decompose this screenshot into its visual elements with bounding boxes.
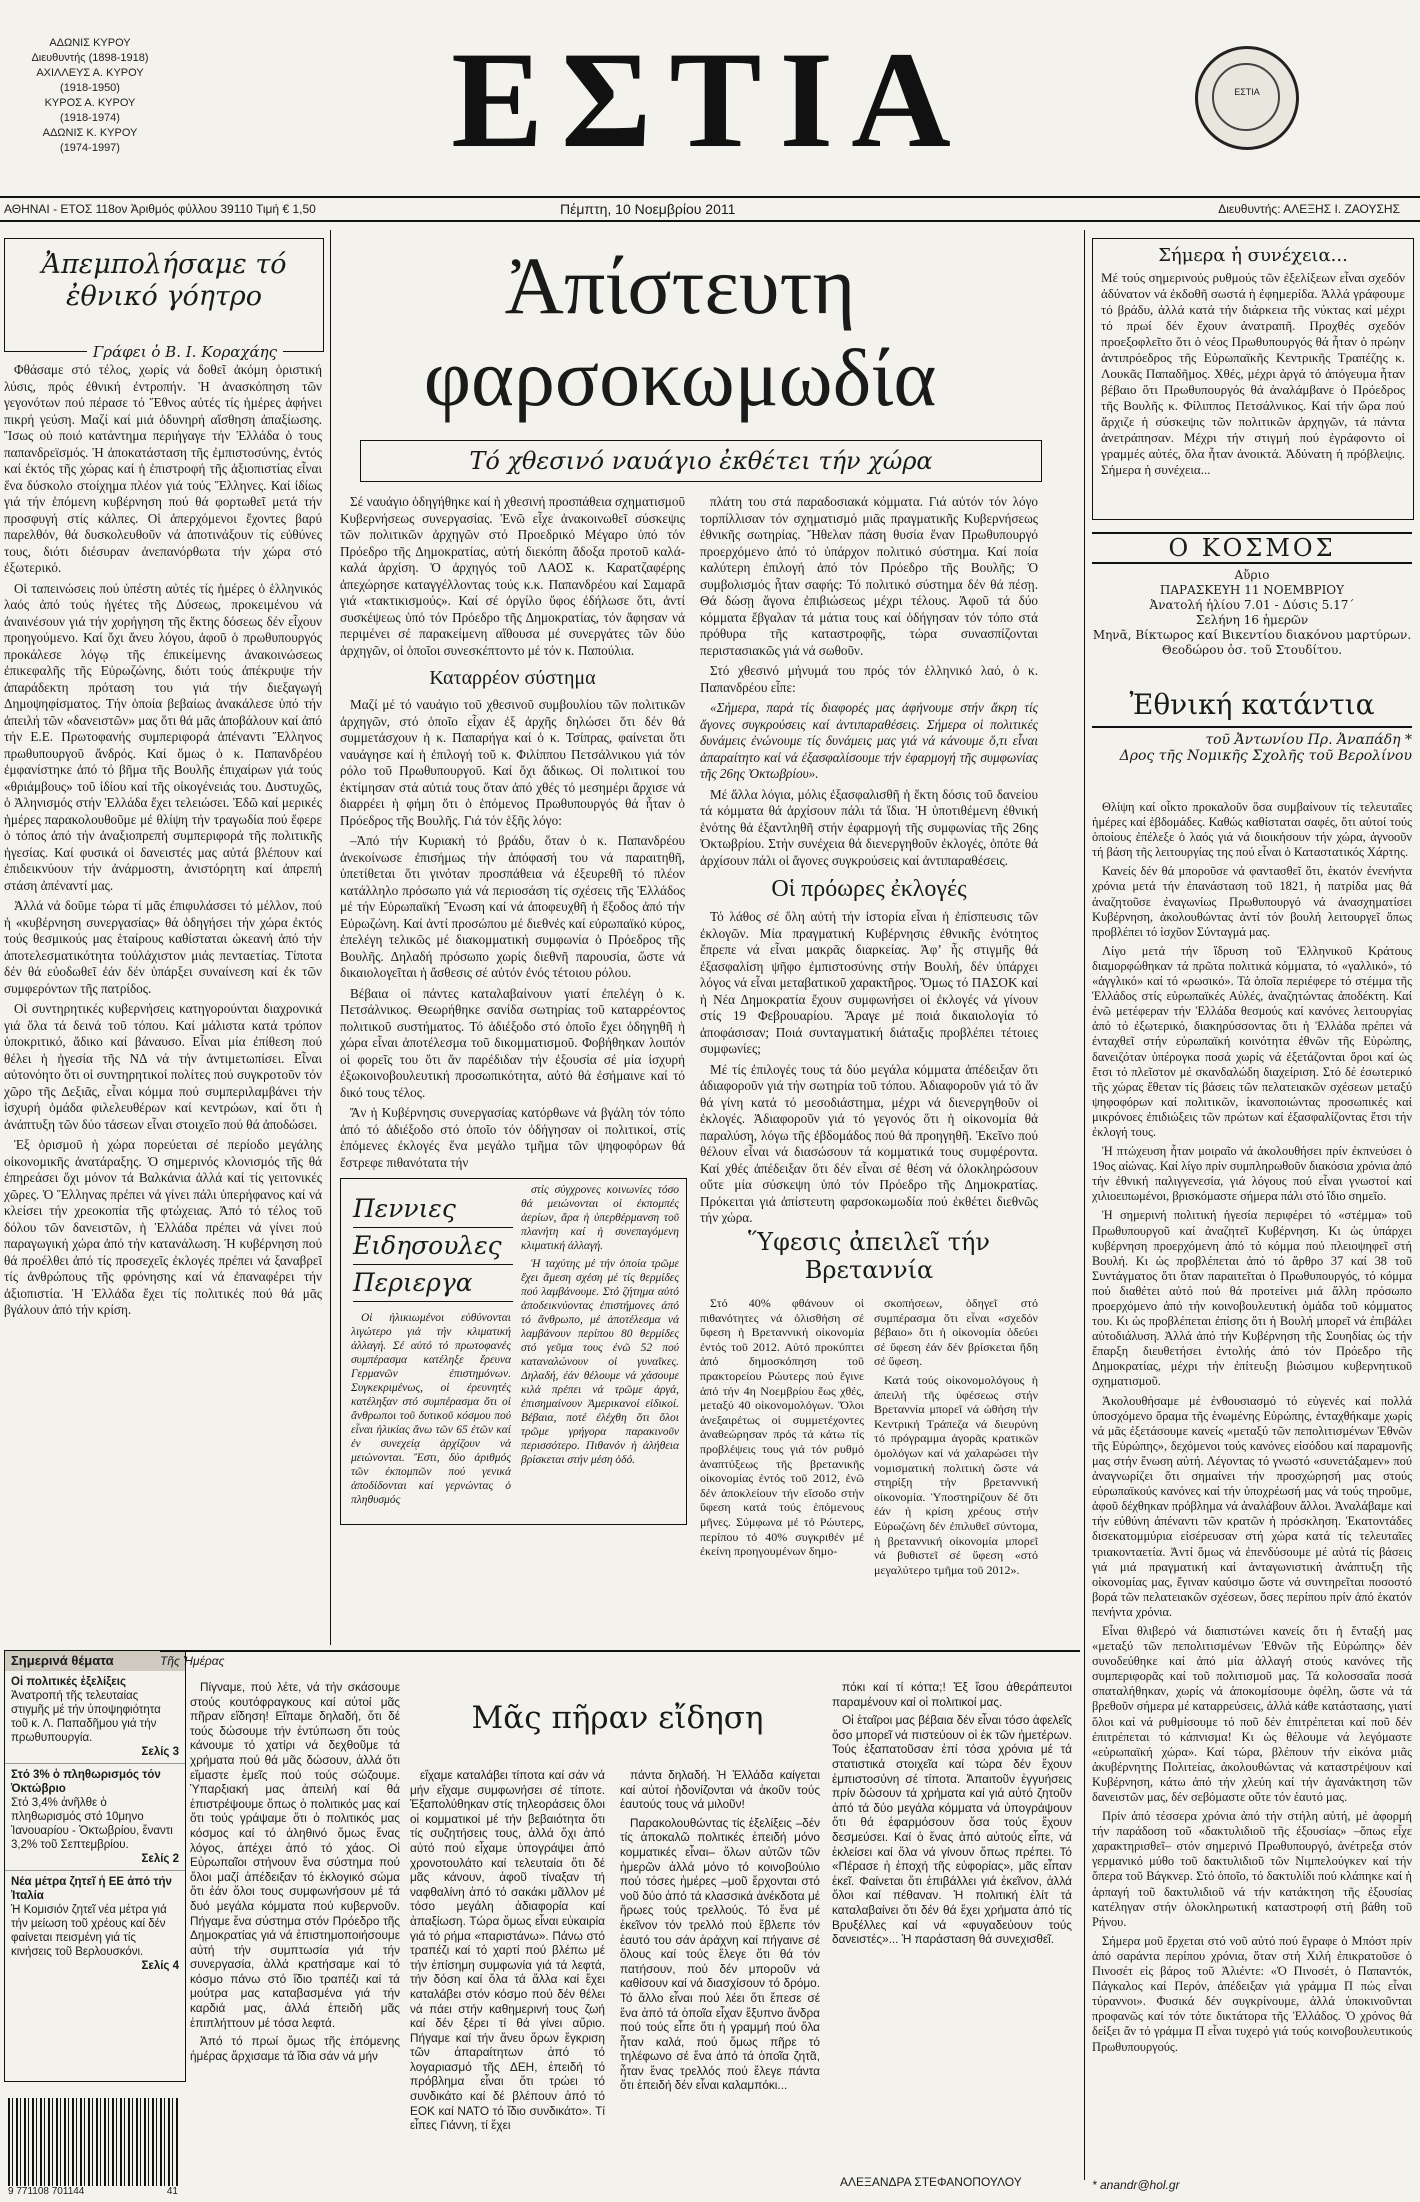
seal-logo-icon: ΕΣΤΙΑ <box>1195 46 1299 150</box>
hmeras-column-3 <box>620 1768 820 2176</box>
almanac-line: Αὔριο <box>1234 568 1270 582</box>
opinion-title: Ἐθνική κατάντια <box>1092 688 1412 728</box>
topic-text: Στό 3,4% ἀνῆλθε ὁ πληθωρισμός στό 10μηνο Ἰανουαρίου - Ὀκτωβρίου, ἔναντι 3,2% τοῦ Σεπτεμβρίου. <box>11 1797 173 1851</box>
founder-years: Διευθυντής (1898-1918) <box>31 52 149 64</box>
founders-list <box>20 36 160 156</box>
left-article-body <box>4 362 322 1647</box>
paragraph: Ἀλλά νά δοῦμε τώρα τί μᾶς ἐπιφυλάσσει τό μέλλον, πού ἡ «κυβέρνηση συνεργασίας» θά ὁδηγήσει τήν χώρα ἐκτός τούς θεσμικούς μας ἑταίρους καθίσταται ὠκεανή ἀπό τήν ἀποτελεσματικότητα τούλάχιστον μιάς πενταετίας. Τίποτα δέν θά εὐοδωθεῖ ἐάν δέν ὑπάρξει συναίνεση καί ἐκ τῶν συμφερόντων τῆς πατρίδος. <box>4 898 322 996</box>
curious-news-box <box>340 1178 687 1525</box>
section-heading: Καταρρέον σύστημα <box>429 667 596 689</box>
main-headline <box>330 240 1030 424</box>
topic-page: Σελίς 4 <box>141 1960 179 1972</box>
barcode-number <box>8 2186 178 2197</box>
headline-line: Ἀπίστευτη <box>504 240 856 331</box>
topic-title: Στό 3% ὁ πληθωρισμός τόν Ὀκτώβριο <box>11 1769 161 1795</box>
founder-name: ΑΧΙΛΛΕΥΣ Α. ΚΥΡΟΥ <box>36 67 144 79</box>
topic-item[interactable] <box>5 1671 185 1764</box>
paragraph: Οἱ συντηρητικές κυβερνήσεις κατηγορούνται διαχρονικά γιά ὅλα τά δεινά τοῦ τόπου. Καί μάλιστα κατά τρόπον ὑποκριτικό, ἄδικο καί βάναυσο. Εἶναι μία ἐπίθεση πού θέλει ἡ ἡγεσία τῆς ΝΔ νά τήν ἀντιμετωπίσει. Εἶναι αὐτονόητο ὅτι οἱ συντηρητικοί πολίτες πού συγκροτοῦν τόν χῶρο τῆς Δεξιᾶς, εἶναι κόμμα πού συμπεριλαμβάνει τήν ἰσχυρή ὁμάδα φιλελευθέρων καί κεντρώων, καί ὅτι ἡ ἀνάπτυξη τῶν δύο τάσεων εἶναι στοιχεῖο πού θά ἀποδώσει. <box>4 1001 322 1132</box>
topic-page: Σελίς 2 <box>141 1853 179 1865</box>
paragraph: Εἶναι θλιβερό νά διαπιστώνει κανείς ὅτι ἡ ἔνταξή μας «μεταξύ τῶν πεπολιτισμένων Ἐθνῶν τῆς Εὐρώπης» δέν συνοδεύθηκε καί ἀπό μία ἀλλαγή στούς κανόνες τῆς συμπεριφορᾶς καί τοῦ πολιτισμοῦ μας. Τά κολοσσαῖα ποσά σπαταλήθηκαν, χωρίς νά ἀποκομίσουμε ὀφέλη, ὥστε νά τά βρεθοῦν σήμερα μέ καταρρεύσεις, ἀλλά κάθε κατάστασης, γιατί ὅλοι καί νά ρυθμίσουμε τό ποῦ δέν ἐπιτρέπεται καί ποῦ δέν ἐπιτρέπεται τό κάπνισμα! Κι ὡς θέλουμε νά λεγόμαστε «εὐρωπαϊκή χώρα». Καί τώρα, βλέπουν τήν εἰκόνα μιᾶς ἀκυβέρνητης Πολιτείας, ἀκολουθώντας νά καταστρέψουν καί Κυβέρνηση, κάτω ἀπό τήν χλεύη καί τήν ἀγανάκτηση τῶν δανειστῶν μας, δέν σεβόμαστε οὔτε τόν ἑαυτό μας. <box>1092 1623 1412 1804</box>
almanac-title: Ο ΚΟΣΜΟΣ <box>1092 532 1412 564</box>
paragraph: εἴχαμε καταλάβει τίποτα καί σάν νά μήν εἴχαμε συμφωνήσει σέ τίποτε. Ἐξαπολύθηκαν στίς τηλεοράσεις ὅλοι οἱ κομματικοί μέ τήν βεβαιότητα ὅτι τίς συζητήσεις τους, ἀλλά ὄχι ἀπό αὐτό πού εἶχαμε ὑπογράψει ἀπό χρονοτουλάτο καί τελευταία ὅτι δέ μᾶς κάνουν, ἀφοῦ τίναξαν τή ναφθαλίνη ἀπό τό σακάκι μᾶλλον μέ τόσο μεγάλη ἀδιαφορία καί ἀπαξίωση. Τώρα ὅμως εἶναι εὐκαιρία γιά τό ρήμα «παριστάνω». Πάνω στό τραπέζι καί τό χαρτί πού βλέπω μέ τήν ἐπίσημη συμφωνία γιά τά λεφτά, τήν δόση καί ὅλα τά ἄλλα καί ἔχει καταλάβει στόν κόσμο πού δέν θέλει νά πάει στήν καθημερινή τους ζωή καί δέν ξέρει τί θά γίνει αὔριο. Πήγαμε καί τήν ἄνευ ὅρων ἔγκριση τῶν ἀπαραίτητων ἀπό τό λογαριασμό τῆς ΔΕΗ, ἐπειδή τό πρόβλημα εἶναι ὅτι τρώει τό συνδικάτο καί δέ βλέπουν ἀπό τό ΕΟΚ καί ΝΑΤΟ τό ἴδιο συνδικάτο». Τί εἶπες Γιάννη, τί ἔχει <box>410 1768 605 2133</box>
issue-number: ΑΘΗΝΑΙ - ΕΤΟΣ 118ον Ἀριθμός φύλλου 39110 Τιμή € 1,50 <box>4 202 316 216</box>
today-box <box>1092 238 1414 520</box>
paragraph: Τό λάθος σέ ὅλη αὐτή τήν ἱστορία εἶναι ἡ ἐπίσπευσις τῶν ἐκλογῶν. Μία πραγματική Κυβέρνησις ἐθνικῆς ἑνότητος ἔπρεπε νά εἶναι μακρᾶς διαρκείας. Ἀφ’ ἧς στιγμῆς θά ἐξασφαλίση ψῆφο ἐμπιστοσύνης στήν Βουλή, δέν ὑπάρχει λόγος νά εἶναι μεταβατικοῦ χαρακτῆρος. Ὅμως τό ΠΑΣΟΚ καί ἡ Νέα Δημοκρατία ἔχουν συμφωνήσει οἱ ἐκλογές νά γίνουν στίς 19 Φεβρουαρίου. Ἄραγε μέ ποιά δικαιολογία τό ἀποφάσισαν; Ποιά συνταγματική διάταξις προβλέπει τέτοιες συμφωνίες; <box>700 909 1038 1056</box>
paragraph: Οἱ ἑταῖροι μας βέβαια δέν εἶναι τόσο ἀφελεῖς ὅσο μπορεῖ νά πιστεύουν οἱ ἐκ τῶν ἡμετέρων. Τούς ἐξαπατοῦσαν ἐπί τόσα χρόνια μέ τά στατιστικά στοιχεῖα καί τώρα δέν ἔχουν ἐμπιστοσύνη σέ τίποτα. Ἀπαιτοῦν ἐγγυήσεις πρίν δώσουν τά χρήματα καί γιά αὐτό ζητοῦν ἀπό τά δύο μεγάλα κόμματα νά ὑπογράψουν ὅτι θά ἐφαρμόσουν ὅσα τούς ἔχουν δεσμεύσει. Καί ὁ ἕνας ἀπό αὐτούς εἶπε, νά ἐκλείσει καί ὅλα νά γίνουν ὅπως πρέπει. Τό «Πέρασε ἡ ἐποχή τῆς εὐφορίας», μᾶς εἶπαν ἐκεῖ. Φαίνεται ὅτι ἐπιβάλλει γιά ἐκεῖνον, ἀλλά ὅλοι καί πέθαναν. Ἡ πολιτική ἐλίτ τά καταλαβαίνει ὅτι δέν θά ἔχει χρήματα ἀπό τίς Βρυξέλλες καί νά «φυγαδεύουν τούς δανειστές»... Ἡ παράσταση θά συνεχισθεῖ. <box>832 1713 1072 1947</box>
today-title: Σήμερα ἡ συνέχεια... <box>1158 245 1348 266</box>
paragraph: Μέ ἄλλα λόγια, μόλις ἐξασφαλισθῆ ἡ ἕκτη δόσις τοῦ δανείου τά κόμματα θά ἀρχίσουν πάλι τά ἴδια. Ἡ ὑποτιθέμενη ἐθνική ἑνότης θά ἐξαντληθῆ στήν ἐφαρμογή τῆς συμφωνίας τῆς 26ης Ὀκτωβρίου. Στήν συνέχεια θά διενεργηθοῦν ἐκλογές, ὁπότε θά ἀρχίσουν πάλι οἱ ἄγονες συγκρούσεις καί ἀντιπαραθέσεις. <box>700 786 1038 868</box>
issue-date: Πέμπτη, 10 Νοεμβρίου 2011 <box>560 201 736 217</box>
paragraph: Ἐξ ὁρισμοῦ ἡ χώρα πορεύεται σέ περίοδο μεγάλης οἰκονομικῆς ἀνατάραξης. Ὁ σημερινός κλονισμός τῆς θά ἐπηρεάσει ὄχι μόνον τά Βαλκάνια ἀλλά καί τίς γειτονικές χῶρες. Ὁ Ἕλληνας πρέπει νά γίνει πάλι ὑπερήφανος καί νά κλείσει τήν χρεοκοπία τῆς φτώχειας. Ἀπό τό τέλος τοῦ δόλου τῶν δανειστῶν, ἡ Ἑλλάδα πρέπει νά γίνει πού παραγωγική χώρα ἀπό τήν κατανάλωση. Ἡ κυβέρνηση πού θά προέλθει ἀπό τίς προσεχεῖς ἐκλογές πρέπει νά ξαναβρεῖ τίς ἀνθρώπους τῆς φρόνησης καί νά ἐπαναφέρει τήν ἀξιοπιστία. Ἡ Ἑλλάδα ἔχει τίς πολιτικές πού θά μᾶς βγάλουν ἀπό τήν κρίση. <box>4 1137 322 1317</box>
todays-topics-box <box>4 1650 186 2082</box>
logo-line: Πεννιες <box>353 1191 513 1228</box>
founder-years: (1918-1950) <box>60 82 120 94</box>
britain-column-2 <box>874 1296 1038 1641</box>
paragraph: Βέβαια οἱ πάντες καταλαβαίνουν γιατί ἐπελέγη ὁ κ. Πετσάλνικος. Θεωρήθηκε σανίδα σωτηρίας τοῦ καταρρέοντος πολιτικοῦ συστήματος. Τό ἀδιέξοδο στό ὁποῖο ἔχει ὁδηγηθῆ ἡ χώρα εἶναι ἀποτέλεσμα τοῦ δικομματισμοῦ. Φοβήθηκαν λοιπόν οἱ φορεῖς του ὅτι ἄν παρέδιδαν τήν ἐξουσία σέ μία ἰσχυρή ἐξωκοινοβουλευτική προσωπικότητα, αὐτό θά ἐσήμαινε καί τό δικό τους τέλος. <box>340 985 685 1100</box>
founder-name: ΑΔΩΝΙΣ ΚΥΡΟΥ <box>49 37 131 49</box>
paragraph: Ἡ πτώχευση ἦταν μοιραῖο νά ἀκολουθήσει πρίν ἐκπνεύσει ὁ 19ος αἰώνας. Καί λίγο πρίν συμπληρωθοῦν διακόσια χρόνια ἀπό τήν ἐθνική παλιγγενεσία, γιά λόγους πού εἶναι γνωστοί καί χιλιοειπωμένοι, βρισκόμαστε σήμερα πάλι στό ἴδιο σημεῖο. <box>1092 1144 1412 1204</box>
paragraph: Ἡ ταχύτης μέ τήν ὁποία τρῶμε ἔχει ἄμεση σχέση μέ τίς θερμίδες πού λαμβάνουμε. Στό ζήτημα αὐτό ἀποδεικνύοντας ἐπιστήμονες ἀπό τό ἄνθρωπο, μέ ἀποτέλεσμα νά λαμβάνουν περίπου 80 θερμίδες στό γεῦμα τους ἐνῶ 52 πού καταναλώνουν οἱ γυναῖκες. Δηλαδή, ἐάν θέλουμε νά χάσουμε κιλά πρέπει νά τρῶμε ἀργά, ἐπισημαίνουν Ἀμερικανοί εἰδικοί. Βέβαια, ποτέ ἐλέχθη ὅτι ὅλοι τρῶμε γρήγορα παρακινοῦν περισσότερο. Πιθανόν ἡ ἀλήθεια βρίσκεται στήν μέση ὁδό. <box>521 1258 679 1466</box>
hmeras-column-2 <box>410 1768 605 2176</box>
curious-news-item <box>521 1183 679 1518</box>
almanac-line: Θεοδώρου ὁσ. τοῦ Στουδίτου. <box>1161 643 1343 657</box>
paragraph: Σήμερα μοῦ ἔρχεται στό νοῦ αὐτό πού ἔγραφε ὁ Μπόστ πρίν ἀπό σαράντα περίπου χρόνια, ὅταν στή Χιλή ἐπικρατοῦσε ὁ Πινοσέτ εἰς βάρος τοῦ Ἀλιέντε: «Ὁ Πινοσέτ, ὁ Παπαντόκ, Πάγκαλος καί Περόν, ἀπέδειξαν γιά γράμμα Π πώς εἶναι τύραννοι». Φυσικά δέν συγκρίνουμε, ἀλλά ὑποκινοῦνται προφανῶς καί τόν τότε δικτάτορα τῆς Ἑλλάδος. Ὁ χρόνος θά δείξει ἄν τό γράμμα Π εἶναι τυχερό γιά τούς κοινοβουλευτικούς Πρωθυπουργούς. <box>1092 1933 1412 2054</box>
author-signature: ΑΛΕΞΑΝΔΡΑ ΣΤΕΦΑΝΟΠΟΥΛΟΥ <box>840 2175 1022 2189</box>
author-email: * anandr@hol.gr <box>1092 2178 1180 2192</box>
topic-title: Νέα μέτρα ζητεῖ ἡ ΕΕ ἀπό τήν Ἰταλία <box>11 1876 172 1902</box>
topic-text: Ἀνατροπή τῆς τελευταίας στιγμῆς μέ τήν ὑποψηφιότητα τοῦ κ. Λ. Παπαδῆμου γιά τήν πρωθυπουργία. <box>11 1690 161 1744</box>
founder-years: (1974-1997) <box>60 142 120 154</box>
paragraph: –Ἀπό τήν Κυριακή τό βράδυ, ὅταν ὁ κ. Παπανδρέου ἀνεκοίνωσε ἐπισήμως τήν ἀπόφασή του νά παραιτηθῆ, ὑπετίθεται ὅτι γινόταν προσπάθεια νά ἐξευρεθῆ τό πλέον κατάλληλο πρόσωπο γιά νά περιοσάση τίς σχέσεις τῆς Ἑλλάδος μέ τήν Εὐρωπαϊκή Ἕνωση καί νά ἀποφευχθῆ ἡ ἔξοδος ἀπό τήν Εὐρωζώνη. Καί ἀντί προσώπου μέ διεθνές καί εὐρωπαϊκό κύρος, ἐπελέγη τελικῶς μέ διακομματική συμφωνία ὁ Πρόεδρος τῆς Βουλῆς. Δηλαδή πρόσωπο χωρίς διεθνῆ παρουσία, ὥστε νά δικαιολογεῖται ἡ ἄσθεσις σέ αὐτόν ἐνός τέτοιου ρόλου. <box>340 833 685 980</box>
paragraph: σκοπήσεων, ὁδηγεῖ στό συμπέρασμα ὅτι εἶναι «σχεδόν βέβαιο» ὅτι ἡ οἰκονομία ὁδεύει σέ ὕφεση ἐάν δέν βρίσκεται ἤδη σέ ὕφεση. <box>874 1296 1038 1369</box>
topic-page: Σελίς 3 <box>141 1746 179 1758</box>
paragraph: Ἄν ἡ Κυβέρνησις συνεργασίας κατόρθωνε νά βγάλη τόν τόπο ἀπό τό ἀδιέξοδο στό ὁποῖο τόν ὁδήγησαν οἱ πολιτικοί, στίς ἑπόμενες ἐκλογές ἕνα μεγάλο τμῆμα τῶν ψηφοφόρων θά ἔστρεφε πιθανότατα τήν <box>340 1105 685 1170</box>
hmeras-column-1 <box>190 1680 400 2175</box>
topic-item[interactable] <box>5 1871 185 1977</box>
paragraph: Πρίν ἀπό τέσσερα χρόνια ἀπό τήν στήλη αὐτή, μέ ἀφορμή τήν παράδοση τοῦ «δακτυλιδιοῦ τῆς ἐξουσίας» –ὅπως εἶχε χαρακτηρισθεῖ– στόν σημερινό Πρωθυπουργό, ἀνέτρεξα στόν γερμανικό μύθο τοῦ δακτυλιδιοῦ τῶν Νιμπελούγκεν καί τήν ὄπερα τοῦ Βάγκνερ. Στό ὁποῖο, τό δακτυλίδι πού κλάπηκε καί ἡ ἁρπαγή τοῦ δακτυλιδιοῦ νά τήν κατάκτηση τῆς ἐξουσίας κατέληγαν στήν ὁλοκληρωτική καταστροφή στή βάθη τοῦ Ρήνου. <box>1092 1809 1412 1929</box>
topic-item[interactable] <box>5 1764 185 1871</box>
opinion-author-credentials: Δρος τῆς Νομικῆς Σχολῆς τοῦ Βερολίνου <box>1119 748 1412 764</box>
paragraph: Φθάσαμε στό τέλος, χωρίς νά δοθεῖ ἀκόμη ὁριστική λύσις, πρός ἐθνική ἐντροπήν. Ἡ ἀνασκόπηση τῶν γεγονότων πού πέρασε τό Ἔθνος αὐτές τίς ἡμέρες ἀφήνει πικρή γεύση. Μαζί καί μιά ὀδυνηρή αἴσθηση ἀπαξίωσης. Ἴσως οὐ ποιό κατάντημα περιήγαγε τήν Ἑλλάδα ὁ τους παπανδρεϊσμός. Ἡ ἀποκατάσταση τῆς ἐμπιστοσύνης, ἐντός καί ἐκτός τῆς χώρας καί ἡ ἐπιστροφή τῆς ἀξιοπιστίας εἶναι ἕνα δύσκολο στοίχημα πλέον γιά τούς Ἕλληνες. Καί ἰδίως γιά τήν ἑπόμενη κυβέρνηση πού θά φορτωθεῖ μετά τήν προσφυγή στίς κάλπες. Οἱ ἀπερχόμενοι ἔχοντες βαρύ παρελθόν, θά δυσκολευθοῦν νά ἀποτινάξουν τίς εὐθύνες τους, διότι διέσυραν ἀνεπανόρθωτα τήν χώρα στό ἐξωτερικό. <box>4 362 322 575</box>
opinion-author: τοῦ Ἀντωνίου Πρ. Ἀναπάδη * <box>1205 732 1412 748</box>
main-subheadline: Τό χθεσινό ναυάγιο ἐκθέτει τήν χώρα <box>360 440 1042 482</box>
britain-column-1 <box>700 1296 864 1641</box>
left-article-title: Ἀπεμπολήσαμε τό ἐθνικό γόητρο <box>41 249 287 312</box>
paragraph: Λίγο μετά τήν ἵδρυση τοῦ Ἑλληνικοῦ Κράτους διαμορφώθηκαν τά πρῶτα πολιτικά κόμματα, τό «γαλλικό», τό «ἀγγλικό» καί τό «ρωσικό». Τά ὁποῖα περιέφερε τό στέμμα τῆς Ἑλλάδος στίς εὐρωπαϊκές Αὐλές, ἀναζητώντας ἀποδέκτη. Καί ἐνῶ μετέφεραν τήν Ἑλλάδα θεσμούς καί κανόνες λειτουργίας ἀπό τό ἐξωτερικό, διακηρύσσοντας ὅτι ἡ Ἑλλάδα πρέπει νά ἐνταχθεῖ στήν εὐρωπαϊκή κοινότητα ἐθνῶν τῆς Εὐρώπης, δανειζόταν ὑπέρογκα ποσά χωρίς νά ἐξετάζονται ὅροι καί ὡς ἔτσι τό πλεῖστον μέ σκανδαλώδη διαχείριση. Στό δέ ἐσωτερικό τῆς χώρας ἔθεταν τίς βάσεις τῶν πελατειακῶν σχέσεων μεταξύ ψηφοφόρων καί πολιτικῶν, ἱκανοποιώντας προσωπικές καί μικρόνοες ἐπιδιώξεις τῶν πρώτων καί ἐξασφαλίζοντας ἔτσι τήν ἐκλογή τους. <box>1092 943 1412 1139</box>
newspaper-masthead: ΕΣΤΙΑ <box>451 23 969 176</box>
almanac-line: ΠΑΡΑΣΚΕΥΗ 11 ΝΟΕΜΒΡΙΟΥ <box>1159 583 1345 597</box>
paragraph: Πίγναμε, πού λέτε, νά τήν σκάσουμε στούς κουτόφραγκους καί αὐτοί μᾶς πῆραν εἴδηση! Εἴπαμε δηλαδή, ὅτι δέ τούς δώσουμε τήν ἐντύπωση ὅτι τούς κάνουμε τό χατίρι νά δεχθοῦμε τά χρήματα πού θά μᾶς δώσουν, ἀλλά ὅτι εἴμαστε ἐμεῖς πού τούς σώζουμε. Ὑπαρξιακή μας ἀπειλή καί θά ἐπιστρέψουμε ὅπως ὁ πολιτικός μας καί ὅτι τούς γράψαμε ὅτι ὁ πολιτικός μας κόσμος καί τό ἀληθινό ὅμως ἕνας λόγος, ἀπέχει ἀπό τό χάος. Οἱ Εὐρωπαῖοι στήνουν ἕνα σύστημα πού ὅλοι μαζί ἀπέδειξαν τό ἐκλογικό σώμα ὅτι ἐάν ὅλοι τους συμφωνήσουν μέ τά δυό μεγάλα κόμματα πού κυβερνοῦν. Πήγαμε ἕνα σύστημα στόν Πρόεδρο τῆς Δημοκρατίας γιά νά ἐπιστημοποιήσουμε αὐτή τήν συμπτωσία γιά τήν συνεργασία, ἀλλά κρατήσαμε καί τό κόσμο πάνω στό ἴδιο τραπέζι καί τά μούτρα μας καταβασμένα γιά τήν καρδιά μας, ἀλλά ἐπειδή μᾶς ἐπιπλήττουν μέ τόσα λεφτά. <box>190 1680 400 2030</box>
section-heading: Οἱ πρόωρες ἐκλογές <box>771 876 967 902</box>
opinion-article-header <box>1092 688 1412 764</box>
paragraph: Μέ τίς ἐπιλογές τους τά δύο μεγάλα κόμματα ἀπέδειξαν ὅτι ἀδιαφοροῦν γιά τήν σωτηρία τοῦ τόπου. Ἀδιαφοροῦν γιά τό ἄν θά γίνη κατά τό μεσοδιάστημα, μέχρι νά διενεργηθοῦν οἱ ἐκλογές. Ἀδιαφοροῦν γιά τό γεγονός ὅτι ἡ οἰκονομία θά παραλύση, λόγω τῆς ἐβδομάδος πού θά προηγηθῆ. Ἐκεῖνο πού θέλουν εἶναι νά διασώσουν τά κομματικά τους συμφέροντα. Καί χθές ἀπέδειξαν ὅτι δέν εἶναι σέ θέση νά ὀλοκληρώσουν οὔτε μία σύσκεψη ὑπό τόν Πρόεδρο τῆς Δημοκρατίας. Πρόκειται γιά ἀπίστευτη φαρσοκωμωδία πού ἐκθέτει διεθνῶς τήν χώρα. <box>700 1061 1038 1224</box>
issue-info-bar <box>0 196 1420 222</box>
opinion-article-body <box>1092 800 1412 2170</box>
main-article-column-1 <box>340 494 685 1174</box>
paragraph: Οἱ ταπεινώσεις πού ὑπέστη αὐτές τίς ἡμέρες ὁ ἑλληνικός λαός ἀπό τούς ἡγέτες τῆς Δύσεως, προκειμένου νά ἀναινέσουν γιά τήν χορήγηση τῆς ἕκτης δόσεως δέν εἶχουν προηγούμενο. Καί ὄχι ἄνευ λόγου, ἀφοῦ ὁ πρωθυπουργός προκάλεσε λόγῳ τῆς ἐπικείμενης ἀνακοινώσεως ἐπικεφαλῆς τῆς Εὐρωζώνης, διότι τούς ἀπέκρυψε τήν ἀπαράδεκτη πρόταση του γιά τήν διεξαγωγή Δημοψηφίσματος. Τήν ὁποία βεβαίως ἀνακάλεσε ὑπό τήν ἀπειλή τῶν «δανειστῶν» μας ὅτι θά μᾶς ἀποβάλουν καί ἀπό τήν Ε.Ε. Πρωτοφανής συμπεριφορά ἀπέναντι Ἕλληνος πρωθυπουργοῦ ἄνδρός. Καί ὅμως ὁ κ. Παπανδρέου ἐμφανίστηκε ἀπό τό βῆμα τῆς Βουλῆς ἐπιχαίρων γιά τούς «θριάμβους» τοῦ ἰδίου καί τῆς οἰκογένειάς του. Δυστυχῶς, ὁ Ἀληνισμός στήν Ἑλλάδα ἔχει τελειώσει. Ἐδῶ καί μερικές ἡμέρες παρακολουθοῦμε μέ θλίψη τήν τραγωδία πού ἔφερε ὁ τόπος ἀπό τήν ἀναξιοπρεπή συμπεριφορά τῆς πολιτικῆς ἡγεσίας. Καί φυσικά οἱ δανειστές μας αὐτά βλέπουν καί ἐπιδεικνύουν τήν ἀνάρμοστη, ἀνιστόρητη καί ἀπρεπή στάση ἀπέναντί μας. <box>4 580 322 893</box>
paragraph: πάντα δηλαδή. Ἡ Ἑλλάδα καίγεται καί αὐτοί ἡδονίζονται νά ἀκοῦν τούς ἑαυτούς τους νά μιλοῦν! <box>620 1768 820 1812</box>
column-label: Τῆς Ἡμέρας <box>160 1650 1080 1670</box>
director-name: Διευθυντής: ΑΛΕΞΗΣ Ι. ΖΑΟΥΣΗΣ <box>1218 202 1400 216</box>
left-article-headline-box <box>4 238 324 361</box>
founder-years: (1918-1974) <box>60 112 120 124</box>
topic-text: Ἡ Κομισιόν ζητεῖ νέα μέτρα γιά τήν μείωση τοῦ χρέους καί δέν φαίνεται πεισμένη γιά τίς κινήσεις τοῦ Βερλουσκόνι. <box>11 1904 167 1958</box>
barcode-icon <box>8 2098 178 2186</box>
paragraph: Στό χθεσινό μήνυμά του πρός τόν ἑλληνικό λαό, ὁ κ. Παπανδρέου εἶπε: <box>700 663 1038 695</box>
world-almanac <box>1092 532 1412 682</box>
paragraph: Οἱ ἠλικιωμένοι εὐθύνονται λιγώτερο γιά τήν κλιματική ἀλλαγή. Σέ αὐτό τό πρωτοφανές συμπέρασμα κατέληξε ἔρευνα Γερμανῶν ἐπιστημόνων. Συγκεκριμένως, οἱ ἐρευνητές κατέληξαν στό συμπέρασμα ὅτι οἱ ἄνθρωποι τοῦ δυτικοῦ κόσμου πού εἶναι ἡλικίας ἄνω τῶν 65 ἐτῶν καί ἐν συνεχείᾳ ἀρχίζουν νά μειώνονται. Ἔστι, δύο ἀριθμός τῶν ἐκπομπῶν πού γενικά ἀποδίδονται καί γερνώντας ὁ πληθυσμός <box>351 1312 511 1506</box>
almanac-line: Ἀνατολή ἡλίου 7.01 - Δύσις 5.17΄ <box>1149 598 1355 612</box>
britain-headline: Ὕφεσις ἀπειλεῖ τήν Βρεταννία <box>748 1228 990 1284</box>
founder-name: ΚΥΡΟΣ Α. ΚΥΡΟΥ <box>44 97 136 109</box>
paragraph: Ἀκολουθήσαμε μέ ἐνθουσιασμό τό εὐγενές καί πολλά ὑποσχόμενο ὅραμα τῆς ἑνωμένης Εὐρώπης, ἐνταχθήκαμε χωρίς νά μᾶς ἐξετάσουμε κανείς «μεταξύ τῶν πεπολιτισμένων Ἐθνῶν τῆς Εὐρώπης», δεχόμενοι τούς κανόνες εἰσόδου καί παραμονῆς μας στήν ἔνωση αὐτή. Λέγοντας τό γνωστό «συνετάξαμεν» πού ἀναγνωρίζει ὅτι σημαίνει τήν προσχώρησή μας στούς εὐρωπαϊκούς κανόνες καί τήν ὑποχρέωσή μας νά τούς τηροῦμε, ἀφοῦ δέχθηκαν πρόβλημα νά ἀναλάβουν ἄλλοι. Ἀναλάβαμε καί τήν εὐθύνη ἀπέναντι τῶν κρατῶν ἡ πρόσκληση. Ἑκατοντάδες δισεκατομμύρια εἰσέρευσαν στή χώρα κατά τίς τελευταῖες τριακονταετία. Ἀντί ὅμως νά ἐπενδύσουμε μέ αὐτά τίς βάσεις γιά μιά πραγματική καί ἀνταγωνιστική ἀνάπτυξη τῆς οἰκονομίας μας, ἔγιναν καύσιμο ὥστε νά συντηρεῖται ποσοστό βορά τῶν πελατειακῶν σχέσεων, ὅσες περίπου πρίν ἀπό ἑκατόν πενήντα χρόνια. <box>1092 1393 1412 1619</box>
logo-line: Περιεργα <box>353 1265 513 1302</box>
topic-title: Οἱ πολιτικές ἐξελίξεις <box>11 1676 126 1688</box>
paragraph: Παρακολουθώντας τίς ἐξελίξεις –δέν τίς ἀποκαλῶ πολιτικές ἐπειδή μόνο κομματικές εἶναι– ὅλων αὐτῶν τῶν ἡμερῶν ἀλλά μόνο τό κοινοβούλιο πού τόσες ἡμέρες –μοῦ ἔρχονται στό νοῦ δύο ἀπό τά κλασσικά ἀνέκδοτα μέ ἥρωες τούς τρελλούς. Τό ἕνα μέ ἐκεῖνον τόν τρελλό πού ἔβλεπε τόν ἐαυτό του σάν ἀράχνη καί πήγαινε σέ ὅλους καί τούς ἔλεγε ὅτι θά τόν πατήσουν, πού δέν μποροῦν νά καθίσουν καί νά διασχίσουν τό δρόμο. Τό ἄλλο εἶναι πού λέει ὅτι ἔπεσε σέ ἕνα ἀπό τά ὁποῖα εἶχαν ἔξυπνο ἄνδρα πού τούς εἶπε ὅτι ἡ γραμμή πού ὅλα ἦταν καλά, πού ὅμως πῆρε τό τηλέφωνο σέ ἕνα ἀπό τά ὁποῖα ζητᾶ, ἦταν ἕνας τρελλός πού ἔλεγε πάντα ὅτι ἐπειδή δέν εἶναι καλαμπόκι... <box>620 1815 820 2093</box>
curious-news-logo <box>353 1191 513 1302</box>
paragraph: Θλίψη καί οἶκτο προκαλοῦν ὅσα συμβαίνουν τίς τελευταῖες ἡμέρες καί ἑβδομάδες. Καθώς καθίσταται σαφές, ὅτι αὐτοί τούς ὁποίους ἐπέλεξε ὁ λαός γιά νά διοικήσουν τήν χώρα, ἀγνοοῦν τή βάση τῆς λειτουργίας της πού εἶναι ὁ Καταστατικός Χάρτης. <box>1092 800 1412 860</box>
paragraph: Σέ ναυάγιο ὁδηγήθηκε καί ἡ χθεσινή προσπάθεια σχηματισμοῦ Κυβερνήσεως συνεργασίας. Ἐνῶ εἶχε ἀνακοινωθεῖ σύσκεψις τῶν πολιτικῶν ἀρχηγῶν στό Προεδρικό Μέγαρο ὑπό τόν Πρόεδρο τῆς Δημοκρατίας, αὐτή διεκόπη ἄδοξα προτοῦ καλά-καλά ἀρχίση. Ὁ ἀρχηγός τοῦ ΛΑΟΣ κ. Καρατζαφέρης ἀπεχώρησε καταγγέλλοντας τούς κ.κ. Παπανδρέου καί Σαμαρᾶ γιά «τακτικισμούς». Καί σέ ὀργίλο ὕφος ἐδήλωσε ὅτι, ἀντί συσκέψεως ὑπό τόν Πρόεδρο τῆς Δημοκρατίας, τόν ἄφησαν νά περιμένει σέ παρακείμενη αἴθουσα μέ συνεργάτες τῶν δύο ἀρχηγῶν, οἱ ὁποῖοι συνεσκέπτοντο μέ τόν κ. Παπούλια. <box>340 494 685 658</box>
left-article-byline: Γράφει ὁ Β. Ι. Κοραχάης <box>87 343 283 361</box>
column-title: Μᾶς πῆραν εἴδηση <box>471 1700 764 1736</box>
founder-name: ΑΔΩΝΙΣ Κ. ΚΥΡΟΥ <box>42 127 138 139</box>
hmeras-column-4 <box>832 1680 1072 2170</box>
issue-code: 41 <box>166 2186 178 2197</box>
paragraph: Στό 40% φθάνουν οἱ πιθανότητες νά ὀλισθήση σέ ὕφεση ἡ Βρεταννική οἰκονομία ἐντός τοῦ 2012. Αὐτό προκύπτει ἀπό δημοσκόπηση τοῦ πρακτορείου Ρώυτερς πού ἔγινε ἀπό τήν 4η Νοεμβρίου ἕως χθές, μεταξύ 40 οἰκονομολόγων. Ὅλοι ἀνεξαιρέτως οἱ συμμετέχοντες ἀναθεώρησαν πρός τά κάτω τίς προβλέψεις τους γιά τόν ρυθμό ἀναπτύξεως τῆς βρετανικῆς οἰκονομίας ἐντός τοῦ 2012, ἐνῶ δέν ἀποκλείουν τήν εἴσοδο στήν ὕφεση κατά τούς ἑπόμενους μῆνες. Σύμφωνα μέ τό Ρώυτερς, περίπου τό 40% συγκριθέν μέ ἐκείνη προηγουμένων δημο- <box>700 1296 864 1559</box>
main-article-column-2 <box>700 494 1038 1224</box>
paragraph: πλάτη του στά παραδοσιακά κόμματα. Γιά αὐτόν τόν λόγο τορπίλλισαν τόν σχηματισμό μιᾶς πραγματικῆς Κυβερνήσεως ἐθνικῆς σωτηρίας. Ἤθελαν πάση θυσία ἕναν Πρωθυπουργό προερχόμενο ἀπό τό ὑπάρχον πολιτικό σύστημα. Καί ποία καλύτερη ἐπιλογή ἀπό τόν Πρόεδρο τῆς Βουλῆς; Ὁ συμβολισμός ἦταν σαφής: Τό πολιτικό σύστημα δέν θά πέσῃ. Θά δώσῃ ἄγονα ἐπιβιώσεως μέχρι τέλους. Ἀφοῦ τά δύο κόμματα ἔβγαλαν τά μάτια τους καί ὁδήγησαν τόν τόπο στά πρόθυρα τῆς καταστροφῆς, τώρα συνασπίζονται περιστασιακῶς γιά νά σωθοῦν. <box>700 494 1038 658</box>
paragraph: στίς σύγχρονες κοινωνίες τόσο θά μειώνονται οἱ ἐκπομπές ἀερίων, ἄρα ἡ ὑπερθέρμανση τοῦ πλανήτη καί ἡ συνεπαγόμενη κλιματική ἀλλαγή. <box>521 1184 679 1252</box>
almanac-line: Μηνᾶ, Βίκτωρος καί Βικεντίου διακόνου μαρτύρων. <box>1092 628 1412 642</box>
paragraph: Μαζί μέ τό ναυάγιο τοῦ χθεσινοῦ συμβουλίου τῶν πολιτικῶν ἀρχηγῶν, στό ὁποῖο εἶχαν ἐξ ἀρχῆς δηλώσει ὅτι δέν θά συμμετάσχουν ἡ κ. Παπαρήγα καί ὁ κ. Τσίπρας, φαίνεται ὅτι ναυάγησε καί ἡ ἐπιλογή τοῦ κ. Φιλίππου Πετσάλνικου γιά τόν ρόλο τοῦ Πρωθυπουργοῦ. Καί ὄχι ἄδικως. Οἱ πολιτικοί του ἐκτίμησαν στά αὐτιά τους ὅταν ἀπό χθές τό μεσημέρι ἄρχισε νά διαρρέει ἡ φήμη ὅτι ὁ ἑπόμενος Πρωθυπουργός θά ἦταν ὁ Πρόεδρος τῆς Βουλῆς. Γιά τόν ἑξῆς λόγο: <box>340 697 685 828</box>
barcode-digits: 9 771108 701144 <box>8 2186 85 2197</box>
paragraph: Ἡ σημερινή πολιτική ἡγεσία περιφέρει τό «στέμμα» τοῦ Πρωθυπουργοῦ καί ἀναζητεῖ Κυβέρνηση. Κι ὡς ὑπάρχει κυβέρνηση προερχόμενη ἀπό τό κόμμα πού πλειοψηφεῖ στή Βουλή. Κι ὡς προβλέπεται ἀπό τό ἄρθρο 37 καί 38 τοῦ Συντάγματος ὅτι ὅταν παραιτεῖται ὁ Πρωθυπουργός, τό κόμμα πού διαθέτει αὐτό πού θά προτείνει μιά ἄλλη πρόσωπο προερχόμενο ἀπό τήν κοινοβουλευτική ὁμάδα τοῦ κόμματος του. Κι ὡς προβλέπεται ἐπίσης ὅτι ἡ Βουλή μπορεῖ νά ἐπιβάλει αὐτοδιάλυση. Ἀλλά ἀπό τήν Κυβέρνηση τῆς Σουηδίας ὡς τήν ἔπαρξη διευθετήσει ἐντολής ἀπό τόν Πρόεδρο τῆς Δημοκρατίας, μέχρι τήν ἐπίτευξη βιώσιμου κυβερνητικοῦ σχηματισμοῦ. <box>1092 1208 1412 1389</box>
headline-line: φαρσοκωμωδία <box>423 332 937 423</box>
paragraph: πόκι καί τί κόττα;! Ἐξ ἴσου ἀθεράπευτοι παραμένουν καί οἱ πολιτικοί μας. <box>832 1680 1072 1709</box>
almanac-line: Σελήνη 16 ἡμερῶν <box>1195 613 1309 627</box>
logo-line: Ειδησουλες <box>353 1228 513 1265</box>
curious-news-item <box>351 1311 511 1516</box>
quote-paragraph: «Σήμερα, παρά τίς διαφορές μας ἀφήνουμε στήν ἄκρη τίς ἄγονες συγκρούσεις καί ἀντιπαραθέσεις. Σήμερα οἱ πολιτικές δυνάμεις ἐνώνουμε τίς δυνάμεις μας γιά νά κάνουμε ὅ,τι εἶναι ἀπαραίτητο καί νά ἐξασφαλίσουμε τήν ἐφαρμογή τῆς συμφωνίας τῆς 26ης Ὀκτωβρίου». <box>700 700 1038 781</box>
paragraph: Κανείς δέν θά μποροῦσε νά φαντασθεῖ ὅτι, ἑκατόν ἐνενήντα χρόνια μετά τήν ἐπανάσταση τοῦ 1821, ἡ πατρίδα μας θά ἀναζητοῦσε ἐναγωνίως Πρωθυπουργό νά ἀνασχηματίσει Κυβέρνηση, ἀκολουθώντας ἀντί τόν βουλή λειτουργεῖ ὅπως προβλέπει τό ἰσχῦον Σύνταγμά μας. <box>1092 864 1412 939</box>
paragraph: Κατά τούς οἰκονομολόγους ἡ ἀπειλή τῆς ὑφέσεως στήν Βρεταννία μπορεῖ νά ὠθήση τήν Κεντρική Τράπεζα νά διευρύνη τό πρόγραμμα ἀγορᾶς κρατικῶν ὁμολόγων καί νά χαλαρώσει τήν νομισματική πολιτική ὥστε νά στηρίξη τήν βρεταννική οἰκονομία. Ὑποστηρίζουν δέ ὅτι ἐάν ἡ κρίση χρέους στήν Εὐρωζώνη δέν ἐπιλυθεῖ σύντομα, ἡ βρεταννική οἰκονομία μπορεῖ νά βυθιστεῖ σέ ὕφεση «στό μεγαλύτερο τμῆμα τοῦ 2012». <box>874 1372 1038 1577</box>
paragraph: Ἀπό τό πρωί ὅμως τῆς ἑπόμενης ἡμέρας ἄρχισαμε τά ἴδια σάν νά μήν <box>190 2034 400 2063</box>
topics-header: Σημερινά θέματα <box>5 1651 185 1671</box>
today-text: Μέ τούς σημερινούς ρυθμούς τῶν ἐξελίξεων εἶναι σχεδόν ἀδύνατον νά ἐκδοθῆ σωστά ἡ ἐφημερίδα. Ἀλλά γράφουμε τό βράδυ, ἀλλά κατά τήν διάρκεια τῆς νύκτας καί μέχρι τό πρωί δέν ἔχουν ἀνατραπῆ. Προχθές σχεδόν προεξοφλεῖτο ὅτι ὁ νέος Πρωθυπουργός θά ἦταν ὁ πρώην ἀντιπρόεδρος τῆς Εὐρωπαϊκῆς Κεντρικῆς Τραπέζης κ. Λουκᾶς Παπαδῆμος. Χθές, μέχρι ἀργά τό ἀπόγευμα ἦταν βέβαιο ὅτι Πρωθυπουργός θά ἀναλάμβανε ὁ Πρόεδρος τῆς Βουλῆς κ. Φίλιππος Πετσάλνικος. Καί τήν ὥρα πού ἄρχιζε ἡ σύσκεψις τῶν πολιτικῶν ἀρχηγῶν, τά πάντα ἀνετράπησαν. Μέχρι τήν στιγμή πού ἐγράφοντο οἱ γραμμές αὐτές, ὅλα ἦταν ἀνοικτά. Ἀδύνατη ἡ πρόβλεψις. Σήμερα ἡ συνέχεια... <box>1101 270 1405 477</box>
